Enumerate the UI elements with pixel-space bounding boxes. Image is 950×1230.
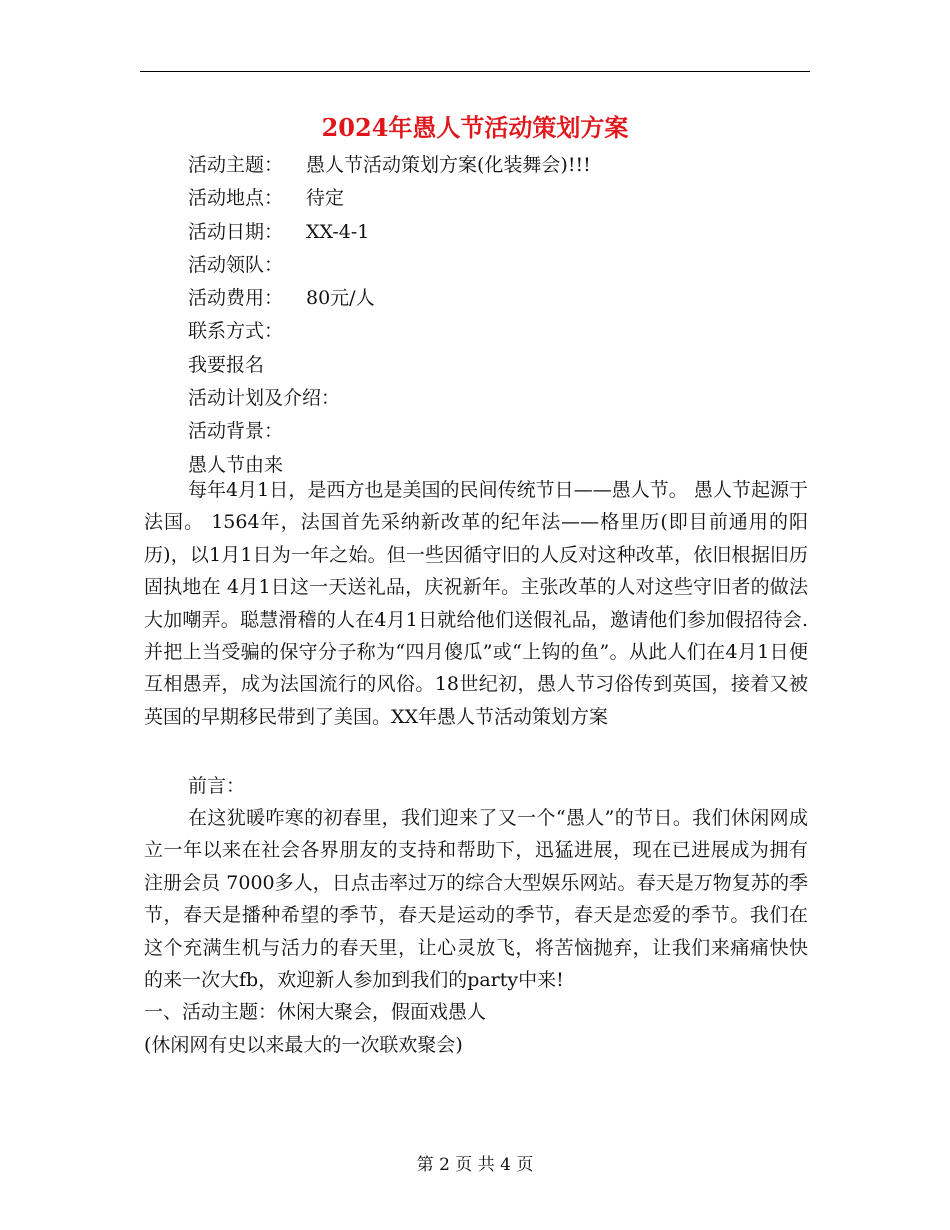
section-note: (休闲网有史以来最大的一次联欢聚会) (144, 1033, 463, 1056)
page-number: 第 2 页 共 4 页 (416, 1155, 534, 1175)
info-value: 80元/人 (306, 287, 375, 310)
info-line-date (188, 216, 808, 249)
info-value: XX-4-1 (306, 220, 370, 243)
background-paragraph: 每年4月1日，是西方也是美国的民间传统节日——愚人节。 愚人节起源于法国。 1564年，法国首先采纳新改革的纪年法——格里历(即目前通用的阳历)，以1月1日为一年之始。但一些因循守旧的人反对这种改革，依旧根据旧历固执地在 4月1日这一天送礼品，庆祝新年。主张改革的人对这些守旧者的做法大加嘲弄。聪慧滑稽的人在4月1日就给他们送假礼品，邀请他们参加假招待会.并把上当受骗的保守分子称为“四月傻瓜”或“上钩的鱼”。从此人们在4月1日便互相愚弄，成为法国流行的风俗。18世纪初，愚人节习俗传到英国，接着又被英国的早期移民带到了美国。XX年愚人节活动策划方案 (144, 479, 808, 728)
info-value: 待定 (306, 187, 345, 210)
info-list (188, 149, 808, 482)
info-label: 我要报名 (188, 353, 265, 376)
info-line-leader (188, 249, 808, 282)
info-line-contact (188, 315, 808, 348)
info-line-fee (188, 282, 808, 315)
info-label: 活动费用： (188, 287, 284, 310)
info-line-theme (188, 149, 808, 182)
preface-text: 在这犹暖咋寒的初春里，我们迎来了又一个“愚人”的节日。我们休闲网成立一年以来在社会各界朋友的支持和帮助下，迅猛进展，现在已进展成为拥有注册会员 7000多人，日点击率过万的综合大型娱乐网站。春天是万物复苏的季节，春天是播种希望的季节，春天是运动的季节，春天是恋爱的季节。我们在这个充满生机与活力的春天里，让心灵放飞，将苦恼抛弃，让我们来痛痛快快的来一次大fb，欢迎新人参加到我们的party中来! (144, 807, 808, 992)
info-line-plan (188, 382, 808, 415)
section-heading: 一、活动主题：休闲大聚会，假面戏愚人 (144, 1001, 487, 1024)
info-label: 活动日期： (188, 220, 284, 243)
info-label: 活动背景： (188, 420, 284, 443)
info-label: 活动计划及介绍： (188, 387, 341, 410)
preface-label: 前言： (188, 775, 246, 797)
preface-paragraph (144, 802, 808, 1062)
info-line-background (188, 415, 808, 448)
info-label: 活动地点： (188, 187, 284, 210)
document-title: 2024年愚人节活动策划方案 (321, 113, 629, 142)
info-value: 愚人节活动策划方案(化装舞会)!!! (306, 154, 591, 176)
info-line-signup (188, 349, 808, 382)
info-line-location (188, 182, 808, 215)
header-rule (140, 71, 810, 72)
info-label: 活动主题： (188, 154, 284, 176)
info-label: 愚人节由来 (188, 453, 284, 476)
info-label: 活动领队： (188, 253, 284, 276)
info-label: 联系方式： (188, 320, 284, 343)
